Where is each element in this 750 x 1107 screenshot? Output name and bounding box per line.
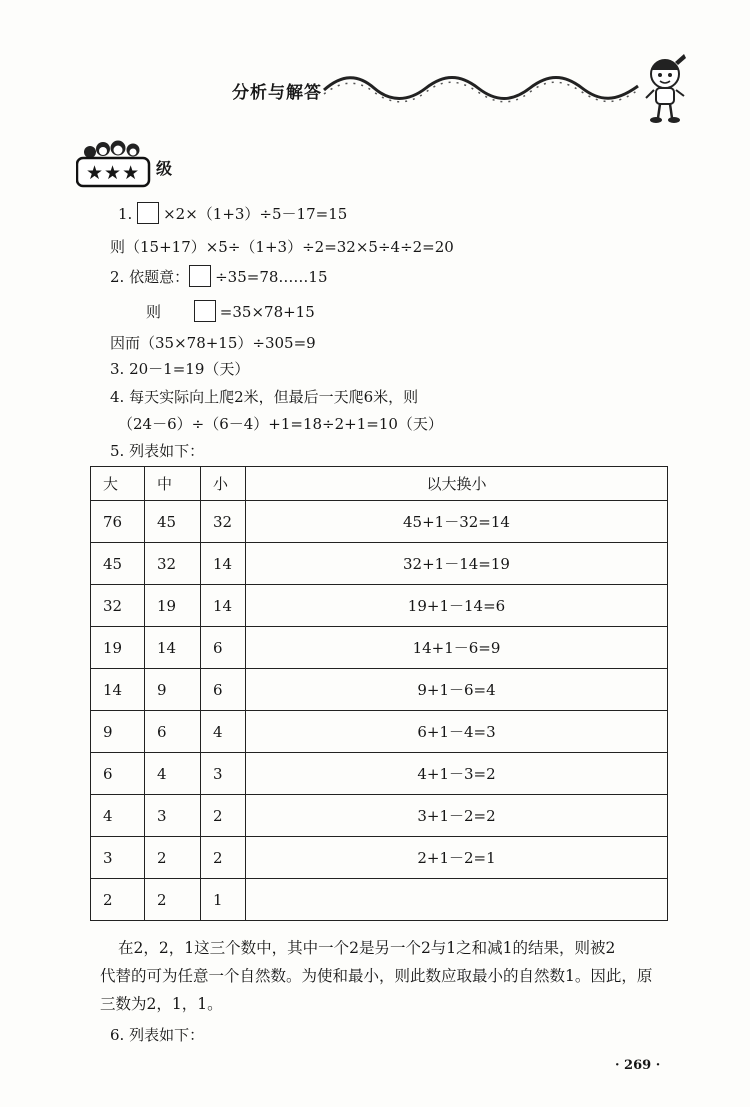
cell-medium: 3 <box>145 795 201 837</box>
wavy-line-decoration <box>322 68 642 108</box>
cell-small: 2 <box>201 837 246 879</box>
cell-medium: 6 <box>145 711 201 753</box>
cell-large: 32 <box>91 585 145 627</box>
header-exchange: 以大换小 <box>246 467 668 501</box>
q6-intro: 6. 列表如下： <box>110 1026 205 1044</box>
cell-exchange: 19+1－14=6 <box>246 585 668 627</box>
exchange-table <box>90 466 668 921</box>
cell-medium: 32 <box>145 543 201 585</box>
table-header-row <box>91 467 668 501</box>
table-row <box>91 501 668 543</box>
cell-large: 3 <box>91 837 145 879</box>
table-row <box>91 669 668 711</box>
level-stars: ★★★ <box>86 162 141 184</box>
q1-solution: 则（15+17）×5÷（1+3）÷2=32×5÷4÷2=20 <box>110 238 454 256</box>
q2-then-label: 则 <box>146 303 162 321</box>
cell-large: 19 <box>91 627 145 669</box>
cell-exchange: 14+1－6=9 <box>246 627 668 669</box>
table-row <box>91 627 668 669</box>
cell-exchange: 32+1－14=19 <box>246 543 668 585</box>
cell-medium: 2 <box>145 837 201 879</box>
cell-exchange: 2+1－2=1 <box>246 837 668 879</box>
cell-small: 6 <box>201 669 246 711</box>
conclusion-paragraph <box>100 934 720 1018</box>
cell-medium: 14 <box>145 627 201 669</box>
page-number: · 269 · <box>615 1058 661 1073</box>
section-title: 分析与解答 <box>232 83 322 103</box>
cell-exchange: 9+1－6=4 <box>246 669 668 711</box>
q2-result: 因而（35×78+15）÷305=9 <box>110 334 316 352</box>
table-row <box>91 837 668 879</box>
cell-exchange <box>246 879 668 921</box>
unknown-box <box>137 202 159 224</box>
q2-equation-text: ÷35=78……15 <box>215 268 328 286</box>
q2-equation <box>110 265 328 287</box>
header-medium: 中 <box>145 467 201 501</box>
cell-small: 3 <box>201 753 246 795</box>
cell-small: 14 <box>201 585 246 627</box>
q2-then-equation: =35×78+15 <box>219 303 315 321</box>
cell-medium: 9 <box>145 669 201 711</box>
conclusion-line-2: 代替的可为任意一个自然数。为使和最小，则此数应取最小的自然数1。因此，原 <box>100 967 653 985</box>
table-row <box>91 585 668 627</box>
q3-answer: 3. 20－1=19（天） <box>110 360 250 378</box>
q4-line1: 4. 每天实际向上爬2米，但最后一天爬6米，则 <box>110 388 419 406</box>
cell-medium: 19 <box>145 585 201 627</box>
table-row <box>91 543 668 585</box>
unknown-box <box>189 265 211 287</box>
q1-number: 1. <box>118 205 133 223</box>
table-row <box>91 795 668 837</box>
q4-line2: （24－6）÷（6－4）+1=18÷2+1=10（天） <box>118 415 443 433</box>
cell-small: 32 <box>201 501 246 543</box>
q2-heading: 2. 依题意： <box>110 268 190 286</box>
q1-equation-text: ×2×（1+3）÷5－17=15 <box>163 205 348 223</box>
q5-intro: 5. 列表如下： <box>110 442 205 460</box>
cell-small: 1 <box>201 879 246 921</box>
cell-large: 6 <box>91 753 145 795</box>
cell-medium: 2 <box>145 879 201 921</box>
mascot-illustration <box>640 50 690 125</box>
cell-exchange: 3+1－2=2 <box>246 795 668 837</box>
conclusion-line-3: 三数为2，1，1。 <box>100 995 223 1013</box>
cell-small: 6 <box>201 627 246 669</box>
cell-small: 4 <box>201 711 246 753</box>
header-small: 小 <box>201 467 246 501</box>
cell-large: 9 <box>91 711 145 753</box>
cell-medium: 45 <box>145 501 201 543</box>
unknown-box <box>194 300 216 322</box>
conclusion-line-1: 在2，2，1这三个数中，其中一个2是另一个2与1之和减1的结果，则被2 <box>118 939 616 957</box>
cell-exchange: 45+1－32=14 <box>246 501 668 543</box>
cell-large: 45 <box>91 543 145 585</box>
cell-large: 4 <box>91 795 145 837</box>
table-row <box>91 879 668 921</box>
cell-medium: 4 <box>145 753 201 795</box>
level-label: 级 <box>156 159 173 178</box>
cell-small: 14 <box>201 543 246 585</box>
cell-large: 2 <box>91 879 145 921</box>
cell-small: 2 <box>201 795 246 837</box>
table-row <box>91 753 668 795</box>
cell-large: 14 <box>91 669 145 711</box>
cell-exchange: 4+1－3=2 <box>246 753 668 795</box>
cell-large: 76 <box>91 501 145 543</box>
q2-then <box>146 300 315 322</box>
table-row <box>91 711 668 753</box>
header-large: 大 <box>91 467 145 501</box>
cell-exchange: 6+1－4=3 <box>246 711 668 753</box>
q1-equation <box>118 202 347 224</box>
